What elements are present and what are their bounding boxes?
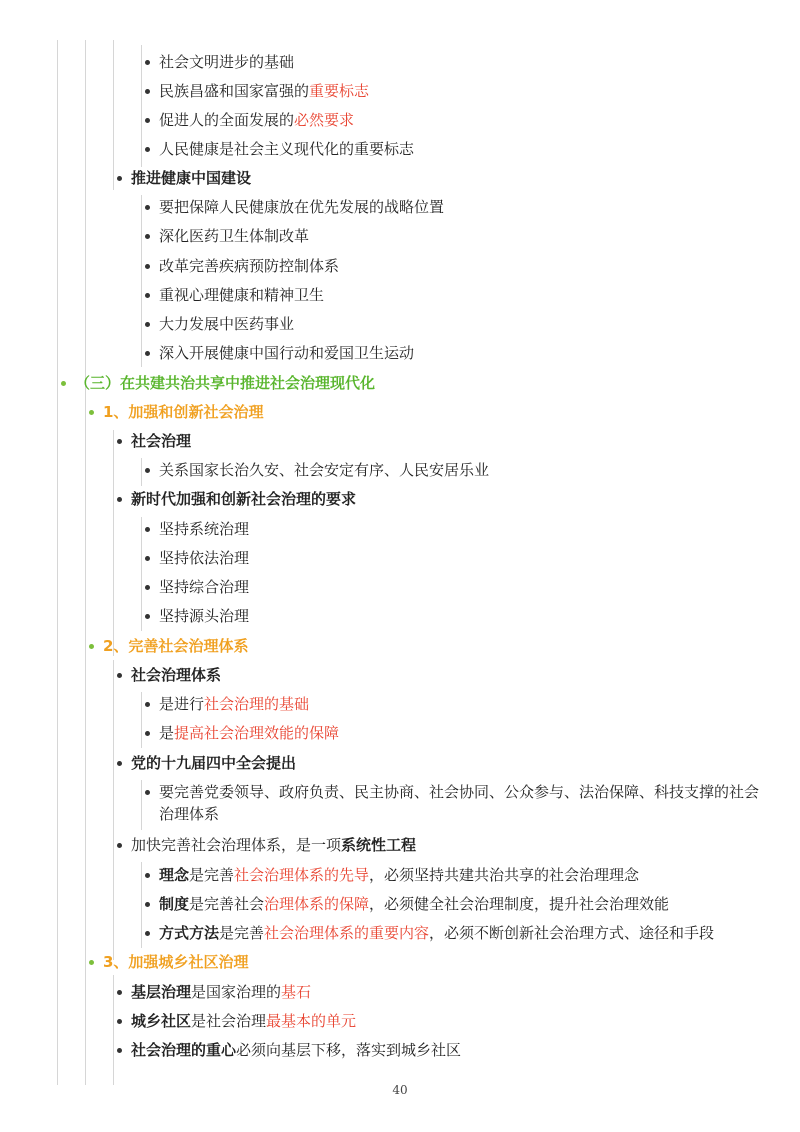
list-item — [0, 252, 800, 281]
list-heading — [0, 164, 800, 193]
list-item — [0, 310, 800, 339]
bullet-icon — [117, 761, 122, 766]
list-item-text: 城乡社区是社会治理最基本的单元 — [131, 1012, 357, 1030]
list-heading-text: 推进健康中国建设 — [131, 169, 252, 187]
list-item — [0, 456, 800, 485]
bullet-icon — [145, 614, 150, 619]
list-item-text: 基层治理是国家治理的基石 — [131, 983, 312, 1001]
bullet-icon — [145, 527, 150, 532]
bullet-icon — [117, 439, 122, 444]
list-heading — [0, 485, 800, 514]
section-heading — [0, 369, 800, 398]
list-heading-text: 社会治理体系 — [131, 666, 222, 684]
list-item — [0, 515, 800, 544]
list-item — [0, 919, 800, 948]
list-item — [0, 222, 800, 251]
bullet-icon — [145, 234, 150, 239]
list-item-text: 要把保障人民健康放在优先发展的战略位置 — [159, 198, 445, 216]
list-heading — [0, 427, 800, 456]
list-item-text: 促进人的全面发展的必然要求 — [159, 111, 355, 129]
list-item-text: 关系国家长治久安、社会安定有序、人民安居乐业 — [159, 461, 490, 479]
bullet-icon — [145, 702, 150, 707]
list-heading — [0, 749, 800, 778]
list-item — [0, 861, 800, 890]
list-heading-text: 社会治理 — [131, 432, 192, 450]
page-number: 40 — [392, 1083, 408, 1097]
list-item-text: 改革完善疾病预防控制体系 — [159, 257, 340, 275]
bullet-icon — [117, 1019, 122, 1024]
list-item — [0, 193, 800, 222]
subsection-heading-text: 3、加强城乡社区治理 — [103, 953, 249, 971]
bullet-icon — [145, 556, 150, 561]
section-heading-text: （三）在共建共治共享中推进社会治理现代化 — [75, 374, 376, 392]
bullet-icon — [89, 960, 94, 965]
list-item-text: 人民健康是社会主义现代化的重要标志 — [159, 140, 415, 158]
list-item-text: 制度是完善社会治理体系的保障，必须健全社会治理制度，提升社会治理效能 — [159, 895, 670, 913]
list-item — [0, 573, 800, 602]
bullet-icon — [145, 293, 150, 298]
list-item — [0, 135, 800, 164]
bullet-icon — [145, 873, 150, 878]
bullet-icon — [145, 322, 150, 327]
list-item-text: 是提高社会治理效能的保障 — [159, 724, 340, 742]
list-heading-text: 新时代加强和创新社会治理的要求 — [131, 490, 357, 508]
list-item-text: 坚持系统治理 — [159, 520, 250, 538]
list-item — [0, 281, 800, 310]
bullet-icon — [145, 931, 150, 936]
bullet-icon — [117, 497, 122, 502]
list-heading-text: 加快完善社会治理体系，是一项系统性工程 — [131, 836, 417, 854]
subsection-heading-text: 1、加强和创新社会治理 — [103, 403, 264, 421]
list-item — [0, 77, 800, 106]
list-item — [0, 719, 800, 748]
list-item — [0, 544, 800, 573]
bullet-icon — [117, 673, 122, 678]
bullet-icon — [145, 468, 150, 473]
bullet-icon — [145, 902, 150, 907]
list-item-text: 坚持源头治理 — [159, 607, 250, 625]
bullet-icon — [145, 264, 150, 269]
bullet-icon — [89, 410, 94, 415]
bullet-icon — [145, 585, 150, 590]
subsection-heading — [0, 398, 800, 427]
bullet-icon — [89, 644, 94, 649]
list-heading — [0, 661, 800, 690]
list-item-text: 理念是完善社会治理体系的先导，必须坚持共建共治共享的社会治理理念 — [159, 866, 640, 884]
bullet-icon — [145, 147, 150, 152]
subsection-heading-text: 2、完善社会治理体系 — [103, 637, 249, 655]
list-item — [0, 48, 800, 77]
list-item — [0, 690, 800, 719]
list-item-text: 大力发展中医药事业 — [159, 315, 295, 333]
bullet-icon — [145, 118, 150, 123]
list-item-text: 深入开展健康中国行动和爱国卫生运动 — [159, 344, 415, 362]
list-heading-text: 党的十九届四中全会提出 — [131, 754, 297, 772]
list-item — [0, 602, 800, 631]
list-item — [0, 1036, 800, 1065]
list-item-text: 要完善党委领导、政府负责、民主协商、社会协同、公众参与、法治保障、科技支撑的社会治理体系 — [159, 783, 760, 823]
list-item-text: 社会治理的重心必须向基层下移，落实到城乡社区 — [131, 1041, 462, 1059]
list-item — [0, 978, 800, 1007]
list-item-text: 是进行社会治理的基础 — [159, 695, 310, 713]
bullet-icon — [117, 1048, 122, 1053]
list-item-text: 坚持依法治理 — [159, 549, 250, 567]
list-item-text: 重视心理健康和精神卫生 — [159, 286, 325, 304]
list-item — [0, 1007, 800, 1036]
bullet-icon — [145, 351, 150, 356]
bullet-icon — [117, 990, 122, 995]
list-item-text: 深化医药卫生体制改革 — [159, 227, 310, 245]
list-item-text: 方式方法是完善社会治理体系的重要内容，必须不断创新社会治理方式、途径和手段 — [159, 924, 715, 942]
bullet-icon — [145, 60, 150, 65]
list-item — [0, 106, 800, 135]
bullet-icon — [145, 205, 150, 210]
bullet-icon — [117, 176, 122, 181]
bullet-icon — [117, 843, 122, 848]
subsection-heading — [0, 632, 800, 661]
bullet-icon — [61, 381, 66, 386]
list-item — [0, 890, 800, 919]
bullet-icon — [145, 89, 150, 94]
list-heading — [0, 831, 800, 860]
bullet-icon — [145, 790, 150, 795]
list-item — [0, 781, 800, 825]
list-item-text: 坚持综合治理 — [159, 578, 250, 596]
bullet-icon — [145, 731, 150, 736]
list-item-text: 社会文明进步的基础 — [159, 53, 295, 71]
list-item — [0, 339, 800, 368]
subsection-heading — [0, 948, 800, 977]
list-item-text: 民族昌盛和国家富强的重要标志 — [159, 82, 370, 100]
